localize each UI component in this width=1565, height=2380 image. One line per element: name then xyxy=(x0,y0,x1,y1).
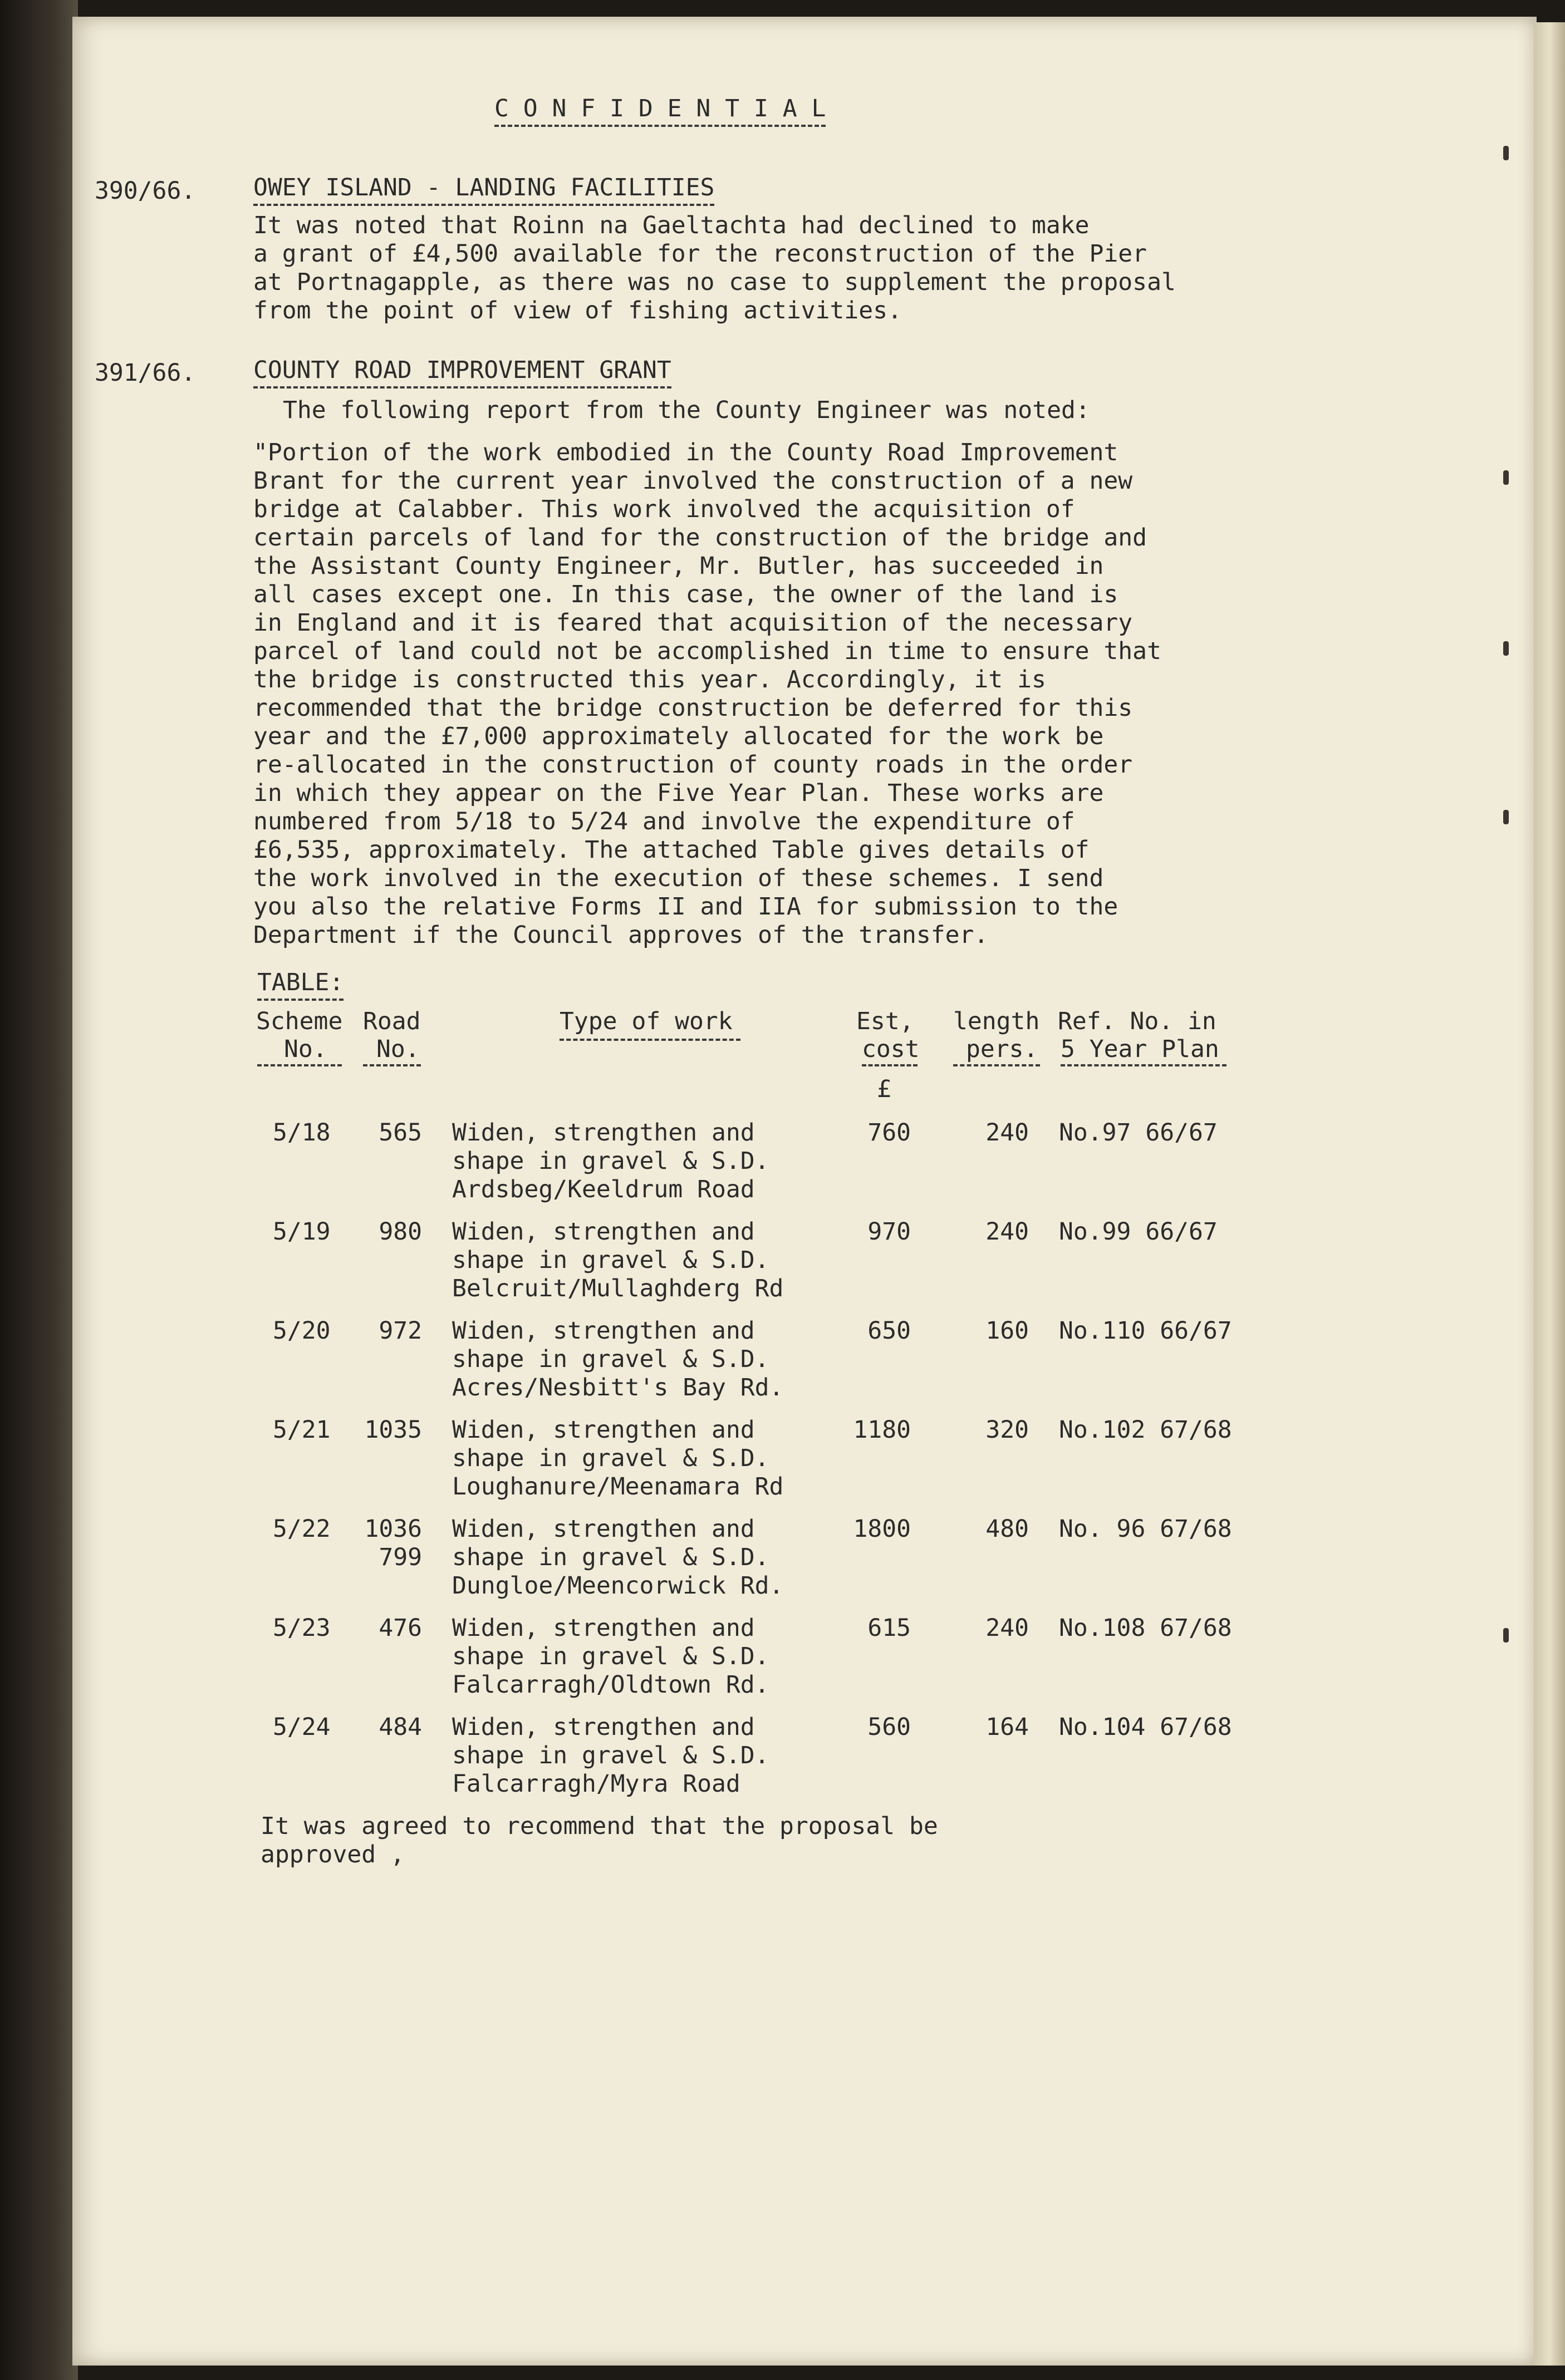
table-row-ref: No.102 67/68 xyxy=(1059,1416,1232,1444)
table-row-length: 164 xyxy=(985,1713,1029,1741)
table-row-ref: No.108 67/68 xyxy=(1059,1614,1232,1642)
section-number: 390/66. xyxy=(95,177,196,205)
confidential-heading: C O N F I D E N T I A L xyxy=(494,95,826,127)
header-scheme-no: No. xyxy=(284,1035,327,1063)
table-row-cost: 560 xyxy=(867,1713,911,1741)
table-row-work: Widen, strengthen and shape in gravel & S.D. Dungloe/Meencorwick Rd. xyxy=(452,1515,784,1600)
table-row-scheme: 5/21 xyxy=(273,1416,331,1444)
table-row-road: 484 xyxy=(379,1713,422,1741)
header-length-2: pers. xyxy=(966,1035,1038,1063)
table-row-length: 240 xyxy=(985,1614,1029,1642)
table-row-cost: 970 xyxy=(867,1218,911,1246)
table-row-length: 240 xyxy=(985,1119,1029,1147)
table-row-scheme: 5/20 xyxy=(273,1317,331,1345)
table-row-cost: 1180 xyxy=(853,1416,911,1444)
table-row-road: 1036 799 xyxy=(364,1515,422,1571)
table-row-length: 240 xyxy=(985,1218,1029,1246)
binding-mark xyxy=(1503,146,1509,160)
table-row-cost: 760 xyxy=(867,1119,911,1147)
table-row-length: 480 xyxy=(985,1515,1029,1543)
table-row-length: 320 xyxy=(985,1416,1029,1444)
section-heading: OWEY ISLAND - LANDING FACILITIES xyxy=(253,174,714,206)
header-rule xyxy=(953,1064,1040,1066)
table-row-scheme: 5/19 xyxy=(273,1218,331,1246)
header-road-no: No. xyxy=(376,1035,420,1063)
book-binding xyxy=(0,0,78,2380)
table-row-cost: 650 xyxy=(867,1317,911,1345)
header-rule xyxy=(560,1039,740,1041)
table-row-road: 980 xyxy=(379,1218,422,1246)
table-row-cost: 1800 xyxy=(853,1515,911,1543)
header-rule xyxy=(363,1064,421,1066)
header-cost-unit: £ xyxy=(877,1075,891,1103)
header-ref: Ref. No. in xyxy=(1058,1007,1216,1035)
table-row-scheme: 5/18 xyxy=(273,1119,331,1147)
table-row-ref: No.97 66/67 xyxy=(1059,1119,1218,1147)
table-label: TABLE: xyxy=(257,968,344,1001)
table-row-ref: No. 96 67/68 xyxy=(1059,1515,1232,1543)
table-row-cost: 615 xyxy=(867,1614,911,1642)
table-row-work: Widen, strengthen and shape in gravel & S.D. Ardsbeg/Keeldrum Road xyxy=(452,1119,769,1203)
header-rule xyxy=(862,1064,918,1066)
header-cost-2: cost xyxy=(862,1035,920,1063)
section-number: 391/66. xyxy=(95,359,196,387)
table-row-road: 476 xyxy=(379,1614,422,1642)
binding-mark xyxy=(1503,1628,1509,1643)
table-row-length: 160 xyxy=(985,1317,1029,1345)
table-row-ref: No.99 66/67 xyxy=(1059,1218,1218,1246)
header-cost: Est, xyxy=(856,1007,914,1035)
table-row-scheme: 5/22 xyxy=(273,1515,331,1543)
section-body: It was noted that Roinn na Gaeltachta had declined to make a grant of £4,500 available for the reconstruction of the Pier at Portnagapple, as there was no case to supplement the proposal from the point of view of fishing activities. xyxy=(253,212,1176,324)
header-ref-2: 5 Year Plan xyxy=(1061,1035,1219,1063)
table-row-scheme: 5/23 xyxy=(273,1614,331,1642)
table-row-ref: No.110 66/67 xyxy=(1059,1317,1232,1345)
binding-mark xyxy=(1503,810,1509,824)
header-rule xyxy=(1061,1064,1227,1066)
table-row-road: 1035 xyxy=(364,1416,422,1444)
table-row-work: Widen, strengthen and shape in gravel & S.D. Acres/Nesbitt's Bay Rd. xyxy=(452,1317,784,1402)
header-scheme: Scheme xyxy=(256,1007,343,1035)
table-row-work: Widen, strengthen and shape in gravel & S.D. Falcarragh/Myra Road xyxy=(452,1713,769,1798)
section-heading: COUNTY ROAD IMPROVEMENT GRANT xyxy=(253,356,671,389)
table-row-ref: No.104 67/68 xyxy=(1059,1713,1232,1741)
page-edge xyxy=(1534,22,1565,2366)
table-row-road: 972 xyxy=(379,1317,422,1345)
header-road: Road xyxy=(363,1007,421,1035)
engineer-report: "Portion of the work embodied in the County Road Improvement Brant for the current year involved the construction of a new bridge at Calabber. This work involved the acquisition of certain parcels of land for the construction of the bridge and the Assistant County Engineer, Mr. Butler, has succeeded in all cases except one. In this case, the owner of the land is in England and it is feared that acquisition of the necessary parcel of land could not be accomplished in time to ensure that the bridge is constructed this year. Accordingly, it is recommended that the bridge construction be deferred for this year and the £7,000 approximately allocated for the work be re-allocated in the construction of county roads in the order in which they appear on the Five Year Plan. These works are numbered from 5/18 to 5/24 and involve the expenditure of £6,535, approximately. The attached Table gives details of the work involved in the execution of these schemes. I send you also the relative Forms II and IIA for submission to the Department if the Council approves of the transfer. xyxy=(253,439,1161,949)
table-row-scheme: 5/24 xyxy=(273,1713,331,1741)
table-row-work: Widen, strengthen and shape in gravel & S.D. Loughanure/Meenamara Rd xyxy=(452,1416,784,1501)
binding-mark xyxy=(1503,641,1509,656)
conclusion: It was agreed to recommend that the proposal be approved , xyxy=(261,1812,938,1868)
header-rule xyxy=(257,1064,342,1066)
table-row-work: Widen, strengthen and shape in gravel & S.D. Falcarragh/Oldtown Rd. xyxy=(452,1614,769,1699)
report-intro: The following report from the County Engineer was noted: xyxy=(283,396,1090,424)
table-row-road: 565 xyxy=(379,1119,422,1147)
binding-mark xyxy=(1503,470,1509,485)
table-row-work: Widen, strengthen and shape in gravel & S.D. Belcruit/Mullaghderg Rd xyxy=(452,1218,784,1302)
header-type-of-work: Type of work xyxy=(560,1007,733,1035)
header-length: length xyxy=(953,1007,1040,1035)
